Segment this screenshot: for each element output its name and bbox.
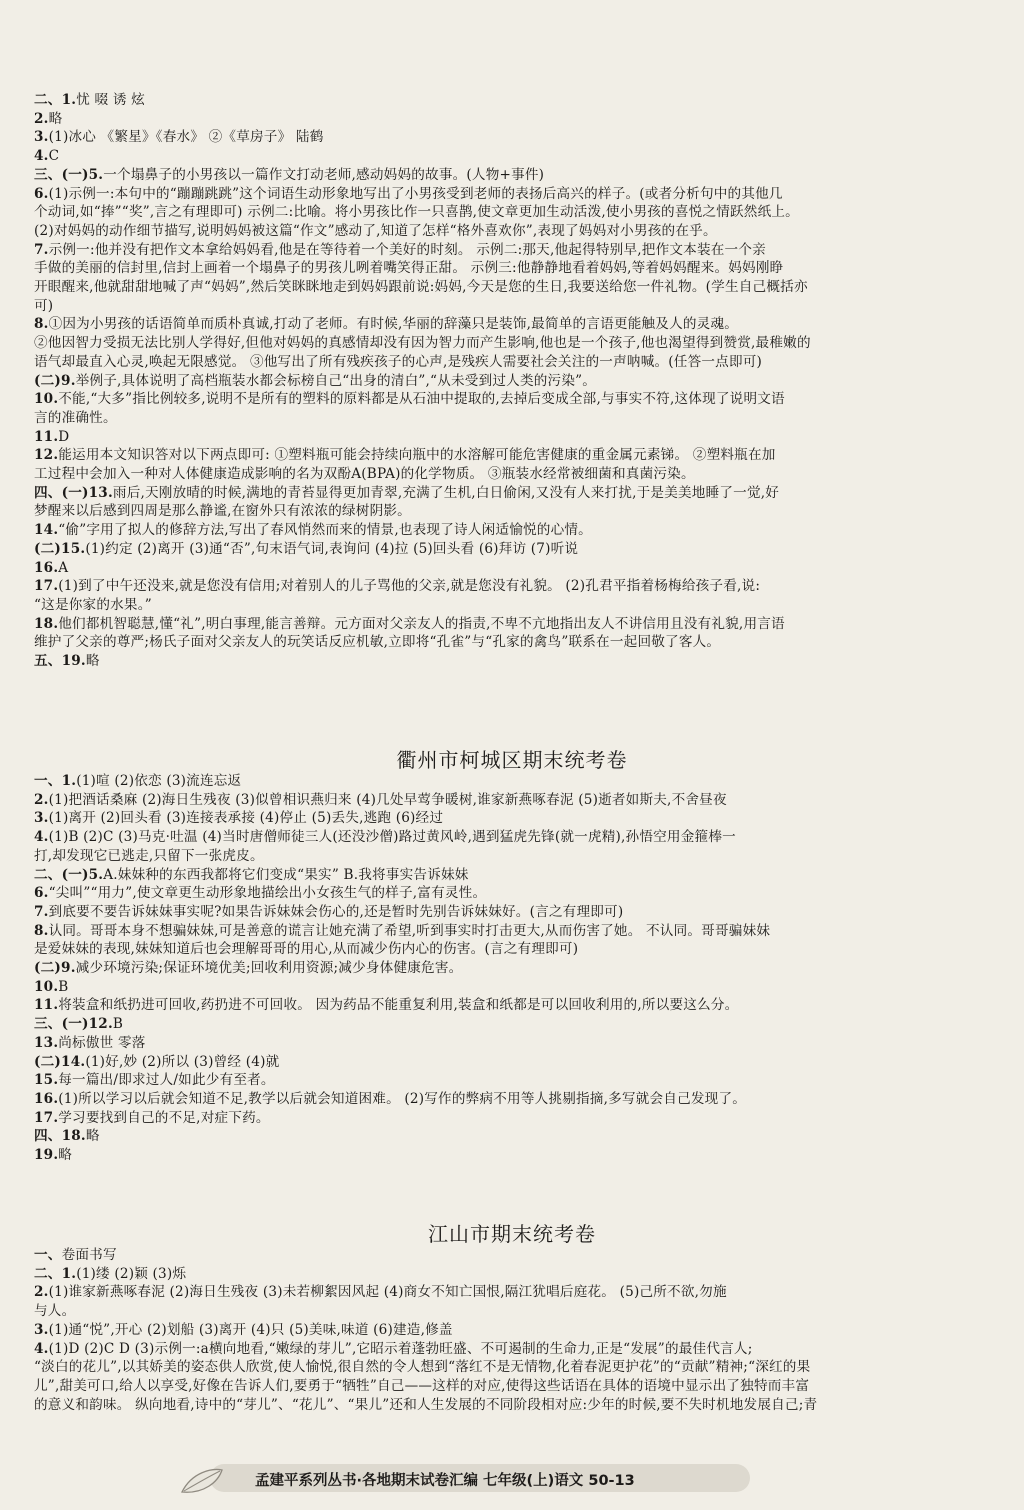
answer-line [34, 1053, 1000, 1072]
answer-line [34, 147, 1000, 166]
answer-text: (1)谁家新燕啄春泥 (2)海日生残夜 (3)未若柳絮因风起 (4)商女不知亡国恨,隔江犹唱后庭花。 (5)己所不欲,勿施 [48, 1284, 727, 1301]
answer-text: 能运用本文知识答对以下两点即可: ①塑料瓶可能会持续向瓶中的水溶解可能危害健康的重金属元素锑。 ②塑料瓶在加 [58, 447, 776, 464]
answer-text: 略 [58, 1147, 73, 1164]
answer-text: 一个塌鼻子的小男孩以一篇作文打动老师,感动妈妈的故事。(人物+事件) [103, 166, 545, 183]
answer-line: “这是你家的水果。” [34, 596, 152, 613]
answer-text: (1)所以学习以后就会知道不足,教学以后就会知道困难。 (2)写作的弊病不用等人挑剔指摘,多写就会自己发现了。 [58, 1090, 747, 1107]
answer-text: 学习要找到自己的不足,对症下药。 [58, 1109, 270, 1126]
answer-line: 的意义和韵味。 纵向地看,诗中的“芽儿”、“花儿”、“果儿”还和人生发展的不同阶段相对应:少年的时候,要不失时机地发展自己;青 [34, 1396, 818, 1413]
answer-line [34, 959, 1000, 978]
answer-line [34, 903, 1000, 922]
answer-line: “淡白的花儿”,以其娇美的姿态供人欣赏,使人愉悦,很自然的令人想到“落红不是无情物,化着春泥更护花”的“贡献”精神;“深红的果 [34, 1359, 811, 1376]
question-number: 13. [34, 1034, 59, 1051]
question-number: 6. [34, 885, 49, 902]
answer-line [34, 241, 1000, 260]
answer-line [34, 446, 1000, 465]
answer-text: D [58, 428, 70, 445]
question-number: 2. [34, 110, 49, 127]
question-number: 16. [34, 1090, 59, 1107]
question-number: 二、1. [34, 92, 77, 108]
question-number: 7. [34, 903, 49, 920]
exam-heading-kecheng: 衢州市柯城区期末统考卷 [396, 748, 628, 772]
question-number: 四、(一)13. [34, 484, 113, 501]
answer-line [34, 390, 1000, 409]
answer-text: (1)好,妙 (2)所以 (3)曾经 (4)就 [85, 1053, 280, 1070]
answer-line [34, 884, 1000, 903]
answer-text: (1)喧 (2)依恋 (3)流连忘返 [76, 773, 242, 789]
answer-text: (1)到了中午还没来,就是您没有信用;对着别人的儿子骂他的父亲,就是您没有礼貌。 (2)孔君平指着杨梅给孩子看,说: [58, 578, 761, 595]
question-number: 4. [34, 1340, 49, 1357]
answer-line [34, 1071, 1000, 1090]
answer-line [34, 521, 1000, 540]
answer-line: 开眼醒来,他就甜甜地喊了声“妈妈”,然后笑眯眯地走到妈妈跟前说:妈妈,今天是您的生日,我要送给您一件礼物。(学生自己概括亦 [34, 279, 808, 296]
answer-line [34, 772, 1000, 791]
answer-line [34, 1034, 1000, 1053]
answer-line [34, 809, 1000, 828]
answer-text: A.妹妹种的东西我都将它们变成“果实” B.我将事实告诉妹妹 [103, 866, 469, 883]
section-answers-3 [34, 1246, 1000, 1414]
question-number: 11. [34, 428, 59, 445]
answer-line [34, 185, 1000, 204]
answer-text: (1)缕 (2)颖 (3)烁 [76, 1265, 187, 1282]
question-number: (二)14. [34, 1053, 86, 1070]
question-number: 6. [34, 185, 49, 202]
question-number: 2. [34, 1284, 49, 1301]
answer-line [34, 1127, 1000, 1146]
answer-text: (1)B (2)C (3)马克·吐温 (4)当时唐僧师徒三人(还没沙僧)路过黄风岭,遇到猛虎先锋(就一虎精),孙悟空用金箍棒一 [48, 829, 736, 846]
answer-line: 语气却最直入心灵,唤起无限感觉。 ③他写出了所有残疾孩子的心声,是残疾人需要社会关注的一声呐喊。(任答一点即可) [34, 353, 763, 370]
answer-line: 工过程中会加入一种对人体健康造成影响的名为双酚A(BPA)的化学物质。 ③瓶装水经常被细菌和真菌污染。 [34, 466, 695, 483]
question-number: 10. [34, 391, 59, 408]
answer-line [34, 652, 1000, 671]
answer-text: 将装盒和纸扔进可回收,药扔进不可回收。 因为药品不能重复利用,装盒和纸都是可以回收利用的,所以要这么分。 [58, 997, 739, 1014]
answer-text: 到底要不要告诉妹妹事实呢?如果告诉妹妹会伤心的,还是暂时先别告诉妹妹好。(言之有理即可) [48, 903, 624, 920]
answer-text: 举例子,具体说明了高档瓶装水都会标榜自己“出身的清白”,“从未受到过人类的污染”。 [75, 372, 597, 389]
answer-line [34, 315, 1000, 334]
answer-line: 与人。 [34, 1303, 76, 1320]
answer-text: (1)离开 (2)回头看 (3)连接表承接 (4)停止 (5)丢失,逃跑 (6)经过 [48, 810, 444, 827]
answer-line [34, 1340, 1000, 1359]
question-number: 三、(一)12. [34, 1016, 113, 1033]
answer-text: “偷”字用了拟人的修辞方法,写出了春风悄然而来的情景,也表现了诗人闲适愉悦的心情。 [58, 522, 592, 539]
answer-line [34, 540, 1000, 559]
answer-line [34, 110, 1000, 129]
answer-line [34, 922, 1000, 941]
question-number: 4. [34, 829, 49, 846]
answer-line: 打,却发现它已逃走,只留下一张虎皮。 [34, 847, 264, 864]
answer-line: 梦醒来以后感到四周是那么静谧,在窗外只有浓浓的绿树阴影。 [34, 503, 411, 520]
page-footer [0, 1462, 1024, 1496]
answer-text: 示例一:他并没有把作文本拿给妈妈看,他是在等待着一个美好的时刻。 示例二:那天,他起得特别早,把作文本装在一个亲 [48, 241, 766, 258]
question-number: 16. [34, 559, 59, 576]
answer-line: 是爱妹妹的表现,妹妹知道后也会理解哥哥的用心,从而减少伤内心的伤害。(言之有理即可) [34, 941, 579, 958]
question-number: 8. [34, 316, 49, 333]
answer-line [34, 559, 1000, 578]
answer-text: 认同。哥哥本身不想骗妹妹,可是善意的谎言让她充满了希望,听到事实时打击更大,从而伤害了她。 不认同。哥哥骗妹妹 [48, 922, 771, 939]
answer-line: 言的准确性。 [34, 409, 117, 426]
answer-line [34, 577, 1000, 596]
question-number: 二、(一)5. [34, 866, 104, 883]
answer-line [34, 1146, 1000, 1165]
answer-text: 每一篇出/即求过人/如此少有至者。 [58, 1072, 275, 1089]
question-number: 3. [34, 129, 49, 146]
leaf-logo-icon [178, 1466, 226, 1498]
answer-line [34, 828, 1000, 847]
question-number: 15. [34, 1072, 59, 1089]
answer-text: B [112, 1016, 124, 1033]
question-number: (二)9. [34, 960, 76, 977]
question-number: 五、19. [34, 653, 86, 670]
question-number: 8. [34, 922, 49, 939]
question-number: 17. [34, 1109, 59, 1126]
answer-text: 略 [48, 110, 63, 127]
answer-line [34, 866, 1000, 885]
question-number: 19. [34, 1147, 59, 1164]
answer-line [34, 1109, 1000, 1128]
answer-text: B [58, 978, 69, 995]
answer-text: 减少环境污染;保证环境优美;回收利用资源;减少身体健康危害。 [75, 960, 463, 977]
answer-line [34, 128, 1000, 147]
answer-text: (1)示例一:本句中的“蹦蹦跳跳”这个词语生动形象地写出了小男孩受到老师的表扬后高兴的样子。(或者分析句中的其他几 [48, 185, 783, 202]
answer-text: A [58, 559, 69, 576]
answer-text: 忧 啜 诱 炫 [76, 92, 145, 108]
answer-text: 略 [85, 1128, 100, 1145]
answer-line: 儿”,甜美可口,给人以享受,好像在告诉人们,要勇于“牺牲”自己——这样的对应,使得这些话语在具体的语境中显示出了独特而丰富 [34, 1377, 810, 1394]
question-number: 3. [34, 810, 49, 827]
question-number: 14. [34, 522, 59, 539]
answer-line [34, 791, 1000, 810]
answer-line: 个动词,如“捧”“奖”,言之有理即可) 示例二:比喻。将小男孩比作一只喜鹊,使文章更加生动活泼,使小男孩的喜悦之情跃然纸上。 [34, 204, 799, 221]
answer-text: (1)约定 (2)离开 (3)通“否”,句末语气词,表询问 (4)拉 (5)回头看 (6)拜访 (7)听说 [85, 540, 579, 557]
question-number: 三、(一)5. [34, 166, 104, 183]
answer-text: 略 [85, 653, 100, 670]
answer-line [34, 91, 1000, 110]
footer-text: 孟建平系列丛书·各地期末试卷汇编 七年级(上)语文 50-13 [255, 1473, 635, 1489]
answer-text: 他们都机智聪慧,懂“礼”,明白事理,能言善辩。元方面对父亲友人的指责,不卑不亢地指出友人不讲信用且没有礼貌,用言语 [58, 615, 785, 632]
answer-text: C [48, 148, 60, 165]
answer-text: 不能,“大多”指比例较多,说明不是所有的塑料的原料都是从石油中提取的,去掉后变成全部,与事实不符,这体现了说明文语 [58, 391, 785, 408]
answer-text: 卷面书写 [61, 1247, 117, 1263]
answer-line: 手做的美丽的信封里,信封上画着一个塌鼻子的男孩儿咧着嘴笑得正甜。 示例三:他静静地看着妈妈,等着妈妈醒来。妈妈刚睁 [34, 260, 784, 277]
question-number: 一、1. [34, 773, 77, 789]
answer-line [34, 484, 1000, 503]
answer-text: ①因为小男孩的话语简单而质朴真诚,打动了老师。有时候,华丽的辞藻只是装饰,最简单的言语更能触及人的灵魂。 [48, 316, 739, 333]
answer-line: 可) [34, 297, 54, 314]
question-number: 四、18. [34, 1128, 86, 1145]
question-number: 10. [34, 978, 59, 995]
answer-line [34, 1321, 1000, 1340]
answer-line [34, 428, 1000, 447]
question-number: 3. [34, 1321, 49, 1338]
question-number: 二、1. [34, 1265, 77, 1282]
question-number: 17. [34, 578, 59, 595]
question-number: 4. [34, 148, 49, 165]
answer-line [34, 978, 1000, 997]
answer-line [34, 166, 1000, 185]
question-number: (二)9. [34, 372, 76, 389]
question-number: 2. [34, 791, 49, 808]
exam-heading-jiangshan: 江山市期末统考卷 [428, 1222, 596, 1246]
answer-line: 维护了父亲的尊严;杨氏子面对父亲友人的玩笑话反应机敏,立即将“孔雀”与“孔家的禽鸟”联系在一起回敬了客人。 [34, 634, 721, 651]
question-number: (二)15. [34, 540, 86, 557]
answer-text: “尖叫”“用力”,使文章更生动形象地描绘出小女孩生气的样子,富有灵性。 [48, 885, 487, 902]
question-number: 11. [34, 997, 59, 1014]
answer-text: (1)D (2)C D (3)示例一:a横向地看,“嫩绿的芽儿”,它昭示着蓬勃旺盛、不可遏制的生命力,正是“发展”的最佳代言人; [48, 1340, 753, 1357]
answer-text: (1)通“悦”,开心 (2)划船 (3)离开 (4)只 (5)美味,味道 (6)建造,修盖 [48, 1321, 453, 1338]
answer-line [34, 1283, 1000, 1302]
answer-text: 雨后,天刚放晴的时候,满地的青苔显得更加青翠,充满了生机,白日偷闲,又没有人来打扰,于是美美地睡了一觉,好 [112, 484, 780, 501]
answer-text: (1)冰心 《繁星》《春水》 ②《草房子》 陆鹤 [48, 129, 324, 146]
answer-line [34, 372, 1000, 391]
answer-line [34, 1090, 1000, 1109]
answer-line: ②他因智力受损无法比别人学得好,但他对妈妈的真感情却没有因为智力而产生影响,他也是一个孩子,他也渴望得到赞赏,最稚嫩的 [34, 335, 811, 352]
answer-line [34, 1246, 1000, 1265]
question-number: 18. [34, 615, 59, 632]
section-answers-1 [34, 91, 1000, 671]
answer-line [34, 1265, 1000, 1284]
section-answers-2 [34, 772, 1000, 1165]
answer-text: 尚标傲世 零落 [58, 1034, 146, 1051]
answer-line [34, 1015, 1000, 1034]
answer-line [34, 996, 1000, 1015]
answer-line: (2)对妈妈的动作细节描写,说明妈妈被这篇“作文”感动了,知道了怎样“格外喜欢你”,表现了妈妈对小男孩的在乎。 [34, 222, 717, 239]
question-number: 12. [34, 447, 59, 464]
answer-line [34, 615, 1000, 634]
question-number: 一、 [34, 1247, 62, 1263]
question-number: 7. [34, 241, 49, 258]
answer-text: (1)把酒话桑麻 (2)海日生残夜 (3)似曾相识燕归来 (4)几处早莺争暖树,谁家新燕啄春泥 (5)逝者如斯夫,不舍昼夜 [48, 791, 727, 808]
